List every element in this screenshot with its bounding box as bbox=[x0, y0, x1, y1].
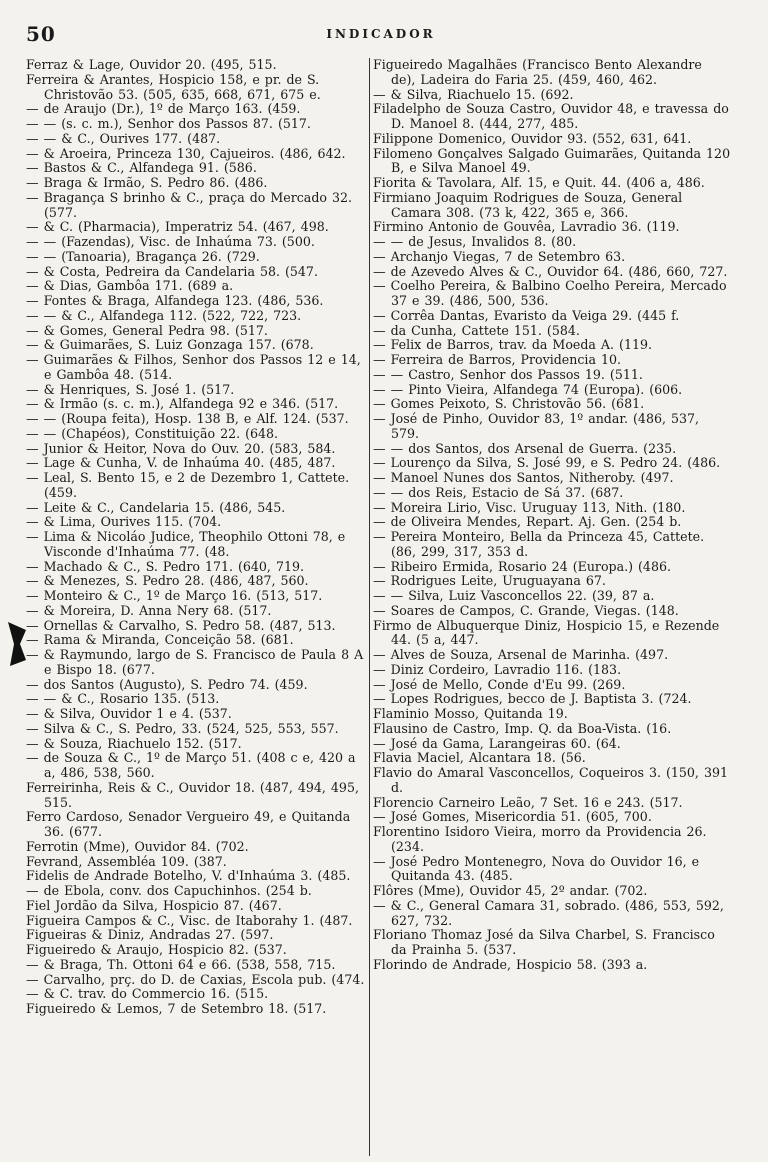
directory-entry: — & Raymundo, largo de S. Francisco de Paula 8 A e Bispo 18. (677. bbox=[26, 647, 364, 677]
directory-entry: — Lage & Cunha, V. de Inhaúma 40. (485, 487. bbox=[26, 455, 336, 471]
directory-entry: Ferreirinha, Reis & C., Ouvidor 18. (487, 494, 495, 515. bbox=[26, 779, 359, 810]
directory-entry: — — Silva, Luiz Vasconcellos 22. (39, 87 a. bbox=[373, 588, 655, 603]
directory-entry: Filadelpho de Souza Castro, Ouvidor 48, e travessa do D. Manoel 8. (444, 277, 485. bbox=[373, 101, 729, 131]
directory-entry: — & Guimarães, S. Luiz Gonzaga 157. (678. bbox=[26, 337, 314, 353]
directory-entry: Flausino de Castro, Imp. Q. da Boa-Vista. (16. bbox=[373, 720, 672, 736]
directory-entry: Filomeno Gonçalves Salgado Guimarães, Quitanda 120 B, e Silva Manoel 49. bbox=[373, 145, 731, 176]
directory-entry: — — Pinto Vieira, Alfandega 74 (Europa). (606. bbox=[373, 381, 683, 397]
directory-entry: — dos Santos (Augusto), S. Pedro 74. (459. bbox=[26, 676, 308, 692]
directory-entry: Florindo de Andrade, Hospicio 58. (393 a. bbox=[373, 956, 648, 972]
directory-entry: — & Irmão (s. c. m.), Alfandega 92 e 346. (517. bbox=[26, 396, 339, 412]
directory-entry: Florentino Isidoro Vieira, morro da Providencia 26. (234. bbox=[373, 824, 707, 854]
directory-entry: — Corrêa Dantas, Evaristo da Veiga 29. (445 f. bbox=[373, 307, 680, 323]
directory-entry: — & Silva, Riachuelo 15. (692. bbox=[373, 86, 574, 102]
directory-entry: — de Ebola, conv. dos Capuchinhos. (254 b. bbox=[26, 883, 312, 898]
directory-entry: — & C. (Pharmacia), Imperatriz 54. (467, 498. bbox=[26, 219, 329, 235]
directory-entry: Firmiano Joaquim Rodrigues de Souza, General Camara 308. (73 k, 422, 365 e, 366. bbox=[373, 189, 683, 220]
directory-entry: Flôres (Mme), Ouvidor 45, 2º andar. (702. bbox=[373, 883, 648, 898]
directory-entry: Fevrand, Assembléa 109. (387. bbox=[26, 853, 227, 869]
directory-entry: Figueiras & Diniz, Andradas 27. (597. bbox=[26, 927, 274, 943]
directory-entry: — Ornellas & Carvalho, S. Pedro 58. (487, 513. bbox=[26, 617, 336, 633]
directory-entry: — & Silva, Ouvidor 1 e 4. (537. bbox=[26, 706, 232, 721]
left-column bbox=[26, 58, 366, 1158]
directory-entry: — José de Pinho, Ouvidor 83, 1º andar. (486, 537, 579. bbox=[373, 411, 700, 441]
directory-entry: — Pereira Monteiro, Bella da Princeza 45, Cattete. (86, 299, 317, 353 d. bbox=[373, 529, 705, 559]
directory-entry: — Leal, S. Bento 15, e 2 de Dezembro 1, Cattete. (459. bbox=[26, 470, 350, 500]
directory-entry: — Lopes Rodrigues, becco de J. Baptista 3. (724. bbox=[373, 691, 692, 707]
directory-entry: — de Oliveira Mendes, Repart. Aj. Gen. (254 b. bbox=[373, 514, 682, 530]
directory-entry: Fiel Jordão da Silva, Hospicio 87. (467. bbox=[26, 897, 282, 913]
directory-entry: — & Souza, Riachuelo 152. (517. bbox=[26, 735, 242, 751]
directory-entry: — de Azevedo Alves & C., Ouvidor 64. (486, 660, 727. bbox=[373, 263, 728, 279]
directory-entry: — de Souza & C., 1º de Março 51. (408 c e, 420 a a, 486, 538, 560. bbox=[26, 750, 356, 780]
directory-entry: — & Aroeira, Princeza 130, Cajueiros. (486, 642. bbox=[26, 145, 346, 161]
directory-entry: — & Henriques, S. José 1. (517. bbox=[26, 381, 235, 397]
directory-entry: — da Cunha, Cattete 151. (584. bbox=[373, 322, 580, 338]
directory-entry: Floriano Thomaz José da Silva Charbel, S. Francisco da Prainha 5. (537. bbox=[373, 927, 715, 957]
directory-entry: Filippone Domenico, Ouvidor 93. (552, 631, 641. bbox=[373, 130, 692, 146]
directory-entry: — Soares de Campos, C. Grande, Viegas. (148. bbox=[373, 602, 679, 618]
directory-entry: — & Menezes, S. Pedro 28. (486, 487, 560. bbox=[26, 573, 309, 589]
directory-entry: — & Braga, Th. Ottoni 64 e 66. (538, 558, 715. bbox=[26, 956, 336, 972]
directory-entry: Figueiredo & Araujo, Hospicio 82. (537. bbox=[26, 942, 287, 957]
column-rule bbox=[369, 58, 370, 1156]
directory-entry: — & Lima, Ourives 115. (704. bbox=[26, 514, 222, 530]
directory-entry: — & Costa, Pedreira da Candelaria 58. (547. bbox=[26, 263, 318, 279]
directory-entry: Ferrotin (Mme), Ouvidor 84. (702. bbox=[26, 838, 249, 854]
directory-entry: — — dos Reis, Estacio de Sá 37. (687. bbox=[373, 484, 624, 500]
directory-entry: — Rama & Miranda, Conceição 58. (681. bbox=[26, 632, 294, 648]
directory-entry: Ferreira & Arantes, Hospicio 158, e pr. de S. Christovão 53. (505, 635, 668, 671, 675 e. bbox=[26, 71, 321, 102]
directory-entry: Flavio do Amaral Vasconcellos, Coqueiros 3. (150, 391 d. bbox=[373, 765, 728, 795]
directory-entry: — — & C., Ourives 177. (487. bbox=[26, 130, 221, 146]
directory-entry: Fiorita & Tavolara, Alf. 15, e Quit. 44. (406 a, 486. bbox=[373, 175, 705, 190]
directory-entry: — Machado & C., S. Pedro 171. (640, 719. bbox=[26, 558, 304, 574]
directory-entry: — Monteiro & C., 1º de Março 16. (513, 517. bbox=[26, 588, 323, 603]
directory-entry: — & Moreira, D. Anna Nery 68. (517. bbox=[26, 602, 272, 618]
directory-entry: — Gomes Peixoto, S. Christovão 56. (681. bbox=[373, 396, 645, 412]
directory-entry: — Ferreira de Barros, Providencia 10. bbox=[373, 352, 621, 367]
directory-entry: — José Gomes, Misericordia 51. (605, 700. bbox=[373, 809, 652, 825]
directory-entry: Firmo de Albuquerque Diniz, Hospicio 15, e Rezende 44. (5 a, 447. bbox=[373, 617, 720, 648]
directory-entry: — Alves de Souza, Arsenal de Marinha. (497. bbox=[373, 647, 669, 662]
directory-entry: Florencio Carneiro Leão, 7 Set. 16 e 243. (517. bbox=[373, 794, 683, 810]
directory-entry: — Guimarães & Filhos, Senhor dos Passos 12 e 14, e Gambôa 48. (514. bbox=[26, 352, 361, 382]
page-number: 50 bbox=[26, 22, 56, 46]
directory-entry: Firmino Antonio de Gouvêa, Lavradio 36. (119. bbox=[373, 219, 680, 235]
directory-entry: — Braga & Irmão, S. Pedro 86. (486. bbox=[26, 175, 268, 190]
directory-entry: Flaminio Mosso, Quitanda 19. bbox=[373, 706, 568, 721]
directory-entry: Figueira Campos & C., Visc. de Itaborahy 1. (487. bbox=[26, 912, 353, 928]
directory-entry: — — (Chapéos), Constituição 22. (648. bbox=[26, 425, 279, 441]
directory-entry: — de Araujo (Dr.), 1º de Março 163. (459. bbox=[26, 101, 301, 117]
page-header bbox=[24, 14, 738, 44]
directory-entry: — & C., General Camara 31, sobrado. (486, 553, 592, 627, 732. bbox=[373, 897, 724, 928]
directory-entry: — — Castro, Senhor dos Passos 19. (511. bbox=[373, 366, 643, 382]
running-head: INDICADOR bbox=[326, 27, 436, 41]
directory-entry: — Ribeiro Ermida, Rosario 24 (Europa.) (486. bbox=[373, 558, 671, 574]
directory-entry: — & Dias, Gambôa 171. (689 a. bbox=[26, 278, 234, 294]
directory-entry: — José Pedro Montenegro, Nova do Ouvidor 16, e Quitanda 43. (485. bbox=[373, 853, 700, 884]
directory-entry: Fidelis de Andrade Botelho, V. d'Inhaúma 3. (485. bbox=[26, 868, 351, 884]
directory-entry: — — (s. c. m.), Senhor dos Passos 87. (517. bbox=[26, 116, 311, 131]
right-column bbox=[373, 58, 731, 1158]
directory-entry: — Lima & Nicoláo Judice, Theophilo Ottoni 78, e Visconde d'Inhaúma 77. (48. bbox=[26, 529, 346, 559]
directory-entry: Ferraz & Lage, Ouvidor 20. (495, 515. bbox=[26, 58, 277, 72]
directory-entry: — — dos Santos, dos Arsenal de Guerra. (235. bbox=[373, 440, 677, 456]
directory-entry: — Junior & Heitor, Nova do Ouv. 20. (583, 584. bbox=[26, 440, 336, 456]
directory-entry: Ferro Cardoso, Senador Vergueiro 49, e Quitanda 36. (677. bbox=[26, 809, 351, 839]
directory-entry: — Coelho Pereira, & Balbino Coelho Pereira, Mercado 37 e 39. (486, 500, 536. bbox=[373, 278, 727, 308]
directory-entry: — Felix de Barros, trav. da Moeda A. (119. bbox=[373, 337, 652, 353]
directory-entry: — Archanjo Viegas, 7 de Setembro 63. bbox=[373, 248, 626, 264]
directory-entry: — Manoel Nunes dos Santos, Nitheroby. (497. bbox=[373, 470, 674, 485]
directory-entry: — Moreira Lirio, Visc. Uruguay 113, Nith. (180. bbox=[373, 499, 686, 515]
directory-entry: — Rodrigues Leite, Uruguayana 67. bbox=[373, 573, 606, 589]
directory-entry: — — (Tanoaria), Bragança 26. (729. bbox=[26, 248, 260, 264]
page-edge-mark bbox=[6, 620, 28, 668]
directory-entry: — Diniz Cordeiro, Lavradio 116. (183. bbox=[373, 661, 622, 677]
directory-entry: — — (Fazendas), Visc. de Inhaúma 73. (500. bbox=[26, 234, 315, 249]
directory-entry: — Silva & C., S. Pedro, 33. (524, 525, 553, 557. bbox=[26, 720, 339, 736]
directory-entry: Flavia Maciel, Alcantara 18. (56. bbox=[373, 750, 586, 766]
directory-entry: Figueiredo & Lemos, 7 de Setembro 18. (517. bbox=[26, 1001, 327, 1016]
directory-entry: — — de Jesus, Invalidos 8. (80. bbox=[373, 234, 577, 249]
directory-entry: — — & C., Rosario 135. (513. bbox=[26, 691, 220, 707]
directory-entry: — — (Roupa feita), Hosp. 138 B, e Alf. 124. (537. bbox=[26, 411, 349, 426]
directory-entry: — Leite & C., Candelaria 15. (486, 545. bbox=[26, 499, 286, 515]
directory-entry: Figueiredo Magalhães (Francisco Bento Alexandre de), Ladeira do Faria 25. (459, 460, 462. bbox=[373, 58, 702, 87]
directory-entry: — & Gomes, General Pedra 98. (517. bbox=[26, 322, 268, 338]
directory-entry: — Carvalho, prç. do D. de Caxias, Escola pub. (474. bbox=[26, 971, 365, 987]
directory-entry: — Bastos & C., Alfandega 91. (586. bbox=[26, 160, 257, 176]
directory-entry: — & C. trav. do Commercio 16. (515. bbox=[26, 986, 269, 1002]
directory-entry: — Lourenço da Silva, S. José 99, e S. Pedro 24. (486. bbox=[373, 455, 721, 471]
directory-entry: — Fontes & Braga, Alfandega 123. (486, 536. bbox=[26, 293, 324, 308]
directory-entry: — Bragança S brinho & C., praça do Mercado 32. (577. bbox=[26, 189, 352, 220]
directory-entry: — — & C., Alfandega 112. (522, 722, 723. bbox=[26, 307, 302, 323]
directory-entry: — José de Mello, Conde d'Eu 99. (269. bbox=[373, 676, 626, 692]
directory-entry: — José da Gama, Larangeiras 60. (64. bbox=[373, 735, 621, 751]
